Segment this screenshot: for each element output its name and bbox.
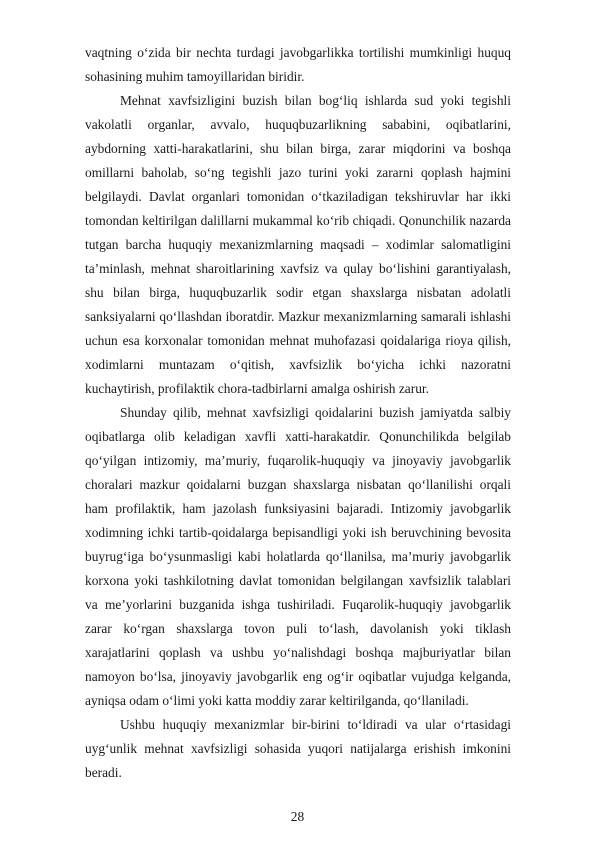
paragraph-continuation: vaqtning o‘zida bir nechta turdagi javobgarlikka tortilishi mumkinligi huquq sohasining muhim tamoyillaridan biridir. [85, 45, 511, 84]
body-text [85, 41, 511, 785]
paragraph: Ushbu huquqiy mexanizmlar bir-birini to‘ldiradi va ular o‘rtasidagi uyg‘unlik mehnat xavfsizligi sohasida yuqori natijalarga erishish imkonini beradi. [85, 717, 511, 780]
paragraph: Shunday qilib, mehnat xavfsizligi qoidalarini buzish jamiyatda salbiy oqibatlarga olib keladigan xavfli xatti-harakatdir. Qonunchilikda belgilab qo‘yilgan intizomiy, ma’muriy, fuqarolik-huquqiy va jinoyaviy javobgarlik choralari mazkur qoidalarni buzgan shaxslarga nisbatan qo‘llanilishi orqali ham profilaktik, ham jazolash funksiyasini bajaradi. Intizomiy javobgarlik xodimning ichki tartib-qoidalarga bepisandligi yoki ish beruvchining bevosita buyrug‘iga bo‘ysunmasligi kabi holatlarda qo‘llanilsa, ma’muriy javobgarlik korxona yoki tashkilotning davlat tomonidan belgilangan xavfsizlik talablari va me’yorlarini buzganida ishga tushiriladi. Fuqarolik-huquqiy javobgarlik zarar ko‘rgan shaxslarga tovon puli to‘lash, davolanish yoki tiklash xarajatlarini qoplash va ushbu yo‘nalishdagi boshqa majburiyatlar bilan namoyon bo‘lsa, jinoyaviy javobgarlik eng og‘ir oqibatlar vujudga kelganda, ayniqsa odam o‘limi yoki katta moddiy zarar keltirilganda, qo‘llaniladi. [85, 405, 511, 708]
paragraph: Mehnat xavfsizligini buzish bilan bog‘liq ishlarda sud yoki tegishli vakolatli organlar, avvalo, huquqbuzarlikning sababini, oqibatlarini, aybdorning xatti-harakatlarini, shu bilan birga, zarar miqdorini va boshqa omillarni baholab, so‘ng tegishli jazo turini yoki zararni qoplash hajmini belgilaydi. Davlat organlari tomonidan o‘tkaziladigan tekshiruvlar har ikki tomondan keltirilgan dalillarni mukammal ko‘rib chiqadi. Qonunchilik nazarda tutgan barcha huquqiy mexanizmlarning maqsadi – xodimlar salomatligini ta’minlash, mehnat sharoitlarining xavfsiz va qulay bo‘lishini garantiyalash, shu bilan birga, huquqbuzarlik sodir etgan shaxslarga nisbatan adolatli sanksiyalarni qo‘llashdan iboratdir. Mazkur mexanizmlarning samarali ishlashi uchun esa korxonalar tomonidan mehnat muhofazasi qoidalariga rioya qilish, xodimlarni muntazam o‘qitish, xavfsizlik bo‘yicha ichki nazoratni kuchaytirish, profilaktik chora-tadbirlarni amalga oshirish zarur. [85, 93, 511, 396]
page-number: 28 [290, 809, 305, 824]
